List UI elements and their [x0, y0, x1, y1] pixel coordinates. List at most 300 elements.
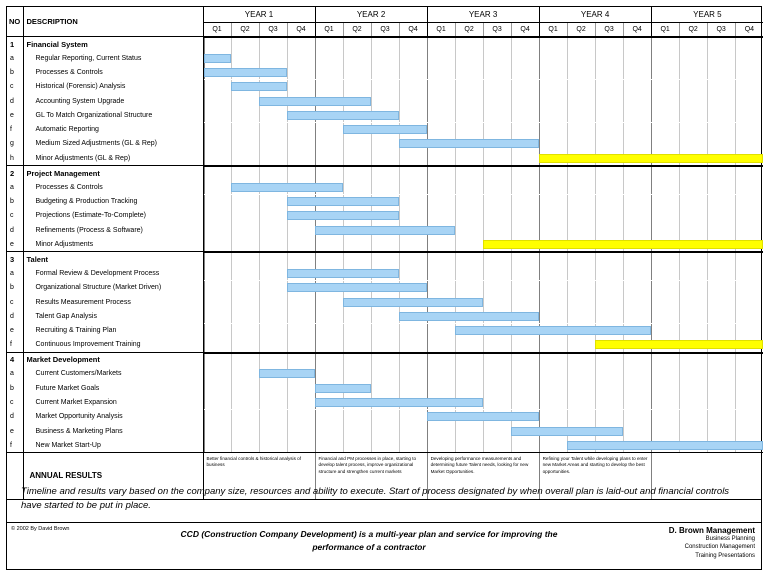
grid-cell-q6: [344, 38, 372, 52]
grid-cell-q15: [595, 410, 623, 424]
grid-cell-q15: [595, 137, 623, 151]
grid-cell-q10: [456, 223, 484, 237]
grid-cell-q20: [735, 137, 763, 151]
grid-cell-q12: [511, 195, 539, 209]
grid-cell-q18: [679, 410, 707, 424]
grid-cell-q7: [372, 223, 400, 237]
grid-cell-q2: [232, 410, 260, 424]
grid-cell-q9: [428, 281, 456, 295]
grid-cell-q19: [707, 367, 735, 381]
grid-cell-q8: [400, 223, 428, 237]
grid-cell-q8: [400, 195, 428, 209]
grid-cell-q18: [679, 123, 707, 137]
grid-cell-q8: [400, 108, 428, 122]
header-quarter-y5-q3: Q3: [707, 23, 735, 37]
grid-cell-q5: [316, 167, 344, 181]
grid-cell-q6: [344, 151, 372, 165]
grid-cell-q19: [707, 167, 735, 181]
grid-cell-q1: [204, 80, 232, 94]
grid-cell-q18: [679, 209, 707, 223]
task-number: f: [10, 341, 12, 349]
header-quarter-y1-q3: Q3: [259, 23, 287, 37]
grid-cell-q5: [316, 80, 344, 94]
grid-cell-q13: [539, 151, 567, 165]
grid-cell-q13: [539, 38, 567, 52]
grid-cell-q4: [288, 338, 316, 352]
group-number: 3: [7, 252, 23, 267]
task-row: [7, 281, 763, 295]
task-row: [7, 137, 763, 151]
grid-cell-q14: [567, 295, 595, 309]
grid-cell-q18: [679, 353, 707, 367]
grid-cell-q11: [484, 123, 512, 137]
grid-cell-q19: [707, 295, 735, 309]
grid-cell-q7: [372, 395, 400, 409]
grid-cell-q1: [204, 266, 232, 280]
grid-cell-q7: [372, 108, 400, 122]
grid-cell-q12: [511, 266, 539, 280]
timeline-cell: [203, 309, 763, 323]
grid-cell-q7: [372, 195, 400, 209]
grid-cell-q17: [651, 395, 679, 409]
grid-cell-q10: [456, 395, 484, 409]
grid-cell-q2: [232, 94, 260, 108]
group-name: Financial System: [23, 37, 203, 52]
grid-cell-q10: [456, 108, 484, 122]
grid-cell-q14: [567, 266, 595, 280]
grid-cell-q5: [316, 137, 344, 151]
grid-cell-q16: [623, 38, 651, 52]
grid-cell-q8: [400, 253, 428, 267]
grid-cell-q4: [288, 266, 316, 280]
grid-cell-q9: [428, 223, 456, 237]
timeline-cell: [203, 37, 763, 52]
grid-cell-q8: [400, 410, 428, 424]
grid-cell-q2: [232, 424, 260, 438]
grid-cell-q20: [735, 167, 763, 181]
header-quarter-y5-q1: Q1: [651, 23, 679, 37]
grid-cell-q10: [456, 367, 484, 381]
grid-cell-q15: [595, 353, 623, 367]
task-row: [7, 80, 763, 94]
grid-cell-q12: [511, 80, 539, 94]
task-number: c: [10, 212, 14, 220]
task-row: [7, 209, 763, 223]
header-quarter-y1-q2: Q2: [231, 23, 259, 37]
grid-cell-q20: [735, 367, 763, 381]
grid-cell-q7: [372, 410, 400, 424]
grid-cell-q2: [232, 266, 260, 280]
grid-cell-q2: [232, 108, 260, 122]
grid-cell-q8: [400, 338, 428, 352]
grid-cell-q18: [679, 180, 707, 194]
grid-cell-q10: [456, 237, 484, 251]
grid-cell-q18: [679, 295, 707, 309]
grid-cell-q15: [595, 309, 623, 323]
grid-cell-q19: [707, 381, 735, 395]
grid-cell-q13: [539, 295, 567, 309]
grid-cell-q3: [260, 108, 288, 122]
task-label: Budgeting & Production Tracking: [23, 194, 203, 208]
grid-cell-q19: [707, 353, 735, 367]
grid-cell-q15: [595, 223, 623, 237]
grid-cell-q17: [651, 281, 679, 295]
grid-cell-q7: [372, 65, 400, 79]
header-quarter-y3-q4: Q4: [511, 23, 539, 37]
grid-cell-q14: [567, 253, 595, 267]
grid-cell-q3: [260, 367, 288, 381]
grid-cell-q15: [595, 38, 623, 52]
grid-cell-q17: [651, 167, 679, 181]
grid-cell-q6: [344, 410, 372, 424]
grid-cell-q3: [260, 80, 288, 94]
grid-cell-q9: [428, 253, 456, 267]
header-quarter-y5-q2: Q2: [679, 23, 707, 37]
grid-cell-q2: [232, 324, 260, 338]
grid-cell-q10: [456, 338, 484, 352]
grid-cell-q18: [679, 266, 707, 280]
grid-cell-q1: [204, 94, 232, 108]
grid-cell-q12: [511, 223, 539, 237]
task-row: [7, 51, 763, 65]
grid-cell-q3: [260, 381, 288, 395]
grid-cell-q9: [428, 51, 456, 65]
task-row: [7, 223, 763, 237]
grid-cell-q20: [735, 309, 763, 323]
grid-cell-q9: [428, 309, 456, 323]
grid-cell-q2: [232, 223, 260, 237]
grid-cell-q8: [400, 266, 428, 280]
task-row: [7, 381, 763, 395]
grid-cell-q20: [735, 38, 763, 52]
grid-cell-q18: [679, 237, 707, 251]
grid-cell-q7: [372, 281, 400, 295]
grid-cell-q16: [623, 65, 651, 79]
grid-cell-q3: [260, 180, 288, 194]
grid-cell-q2: [232, 438, 260, 452]
grid-cell-q18: [679, 51, 707, 65]
grid-cell-q10: [456, 324, 484, 338]
grid-cell-q13: [539, 237, 567, 251]
grid-cell-q19: [707, 324, 735, 338]
grid-cell-q12: [511, 295, 539, 309]
grid-cell-q15: [595, 209, 623, 223]
grid-cell-q4: [288, 195, 316, 209]
task-number: d: [10, 312, 14, 320]
grid-cell-q16: [623, 395, 651, 409]
grid-cell-q3: [260, 38, 288, 52]
grid-cell-q9: [428, 195, 456, 209]
grid-cell-q16: [623, 108, 651, 122]
task-number: b: [10, 284, 14, 292]
grid-cell-q2: [232, 381, 260, 395]
timeline-cell: [203, 80, 763, 94]
grid-cell-q4: [288, 38, 316, 52]
grid-cell-q4: [288, 51, 316, 65]
group-name: Project Management: [23, 166, 203, 181]
grid-cell-q20: [735, 123, 763, 137]
grid-cell-q6: [344, 51, 372, 65]
grid-cell-q4: [288, 253, 316, 267]
task-label: Refinements (Process & Software): [23, 223, 203, 237]
task-label: Historical (Forensic) Analysis: [23, 80, 203, 94]
footer-tagline-line1: CCD (Construction Company Development) is a multi-year plan and service for improving the: [180, 528, 558, 539]
grid-cell-q14: [567, 281, 595, 295]
grid-cell-q11: [484, 209, 512, 223]
grid-cell-q10: [456, 137, 484, 151]
grid-cell-q19: [707, 65, 735, 79]
grid-cell-q17: [651, 108, 679, 122]
grid-cell-q3: [260, 65, 288, 79]
grid-cell-q15: [595, 424, 623, 438]
task-label: Formal Review & Development Process: [23, 266, 203, 280]
task-number: a: [10, 269, 14, 277]
grid-cell-q20: [735, 209, 763, 223]
grid-cell-q2: [232, 367, 260, 381]
header-quarter-y3-q3: Q3: [483, 23, 511, 37]
grid-cell-q9: [428, 38, 456, 52]
grid-cell-q18: [679, 65, 707, 79]
grid-cell-q17: [651, 65, 679, 79]
grid-cell-q14: [567, 209, 595, 223]
grid-cell-q1: [204, 151, 232, 165]
grid-cell-q7: [372, 367, 400, 381]
grid-cell-q4: [288, 180, 316, 194]
timeline-cell: [203, 194, 763, 208]
grid-cell-q19: [707, 438, 735, 452]
task-number: e: [10, 111, 14, 119]
grid-cell-q9: [428, 180, 456, 194]
grid-cell-q11: [484, 223, 512, 237]
header-quarter-y2-q4: Q4: [399, 23, 427, 37]
group-number: 1: [7, 37, 23, 52]
grid-cell-q7: [372, 438, 400, 452]
grid-cell-q5: [316, 266, 344, 280]
grid-cell-q13: [539, 338, 567, 352]
grid-cell-q11: [484, 65, 512, 79]
timeline-cell: [203, 180, 763, 194]
grid-cell-q14: [567, 180, 595, 194]
grid-cell-q12: [511, 381, 539, 395]
header-year-4: YEAR 4: [539, 7, 651, 23]
grid-cell-q1: [204, 108, 232, 122]
grid-cell-q20: [735, 281, 763, 295]
grid-cell-q13: [539, 410, 567, 424]
grid-cell-q20: [735, 108, 763, 122]
grid-cell-q7: [372, 51, 400, 65]
grid-cell-q9: [428, 167, 456, 181]
grid-cell-q14: [567, 367, 595, 381]
grid-cell-q2: [232, 180, 260, 194]
header-quarter-y4-q3: Q3: [595, 23, 623, 37]
grid-cell-q11: [484, 410, 512, 424]
task-label: Accounting System Upgrade: [23, 94, 203, 108]
grid-cell-q5: [316, 381, 344, 395]
task-label: Results Measurement Process: [23, 295, 203, 309]
grid-cell-q11: [484, 367, 512, 381]
grid-cell-q3: [260, 137, 288, 151]
grid-cell-q11: [484, 137, 512, 151]
grid-cell-q11: [484, 266, 512, 280]
task-number: f: [10, 126, 12, 134]
grid-cell-q9: [428, 209, 456, 223]
grid-cell-q17: [651, 410, 679, 424]
grid-cell-q8: [400, 123, 428, 137]
grid-cell-q14: [567, 80, 595, 94]
grid-cell-q17: [651, 223, 679, 237]
grid-cell-q13: [539, 381, 567, 395]
grid-cell-q9: [428, 137, 456, 151]
grid-cell-q7: [372, 80, 400, 94]
grid-cell-q2: [232, 209, 260, 223]
grid-cell-q2: [232, 295, 260, 309]
task-number: c: [10, 83, 14, 91]
task-row: [7, 65, 763, 79]
task-row: [7, 367, 763, 381]
grid-cell-q15: [595, 151, 623, 165]
grid-cell-q17: [651, 438, 679, 452]
task-label: Future Market Goals: [23, 381, 203, 395]
grid-cell-q17: [651, 195, 679, 209]
grid-cell-q11: [484, 151, 512, 165]
grid-cell-q4: [288, 223, 316, 237]
group-row: [7, 352, 763, 367]
grid-cell-q10: [456, 410, 484, 424]
grid-cell-q11: [484, 167, 512, 181]
grid-cell-q10: [456, 353, 484, 367]
grid-cell-q10: [456, 65, 484, 79]
grid-cell-q17: [651, 353, 679, 367]
grid-cell-q16: [623, 438, 651, 452]
header-quarter-y5-q4: Q4: [735, 23, 763, 37]
grid-cell-q9: [428, 295, 456, 309]
grid-cell-q17: [651, 309, 679, 323]
group-number: 4: [7, 352, 23, 367]
grid-cell-q9: [428, 410, 456, 424]
grid-cell-q11: [484, 94, 512, 108]
grid-cell-q19: [707, 123, 735, 137]
grid-cell-q9: [428, 424, 456, 438]
timeline-cell: [203, 338, 763, 353]
grid-cell-q9: [428, 65, 456, 79]
grid-cell-q20: [735, 295, 763, 309]
header-quarter-y4-q2: Q2: [567, 23, 595, 37]
grid-cell-q1: [204, 410, 232, 424]
grid-cell-q5: [316, 38, 344, 52]
grid-cell-q10: [456, 195, 484, 209]
task-row: [7, 424, 763, 438]
grid-cell-q15: [595, 395, 623, 409]
group-name: Market Development: [23, 352, 203, 367]
grid-cell-q14: [567, 94, 595, 108]
grid-cell-q5: [316, 195, 344, 209]
grid-cell-q2: [232, 353, 260, 367]
grid-cell-q17: [651, 137, 679, 151]
timeline-note: Timeline and results vary based on the company size, resources and ability to execute. Start of process designated by when overall plan is laid-out and financial controls have started to be put in place.: [7, 478, 761, 523]
grid-cell-q13: [539, 195, 567, 209]
grid-cell-q9: [428, 237, 456, 251]
grid-cell-q20: [735, 438, 763, 452]
grid-cell-q8: [400, 281, 428, 295]
task-number: b: [10, 198, 14, 206]
timeline-cell: [203, 94, 763, 108]
annual-note-year-1: Better financial controls & historical analysis of business: [203, 453, 315, 499]
grid-cell-q8: [400, 51, 428, 65]
grid-cell-q16: [623, 151, 651, 165]
grid-cell-q6: [344, 237, 372, 251]
grid-cell-q19: [707, 338, 735, 352]
grid-cell-q20: [735, 94, 763, 108]
grid-cell-q14: [567, 167, 595, 181]
grid-cell-q7: [372, 266, 400, 280]
grid-cell-q11: [484, 195, 512, 209]
grid-cell-q13: [539, 137, 567, 151]
grid-cell-q5: [316, 123, 344, 137]
grid-cell-q13: [539, 94, 567, 108]
grid-cell-q20: [735, 424, 763, 438]
grid-cell-q6: [344, 137, 372, 151]
grid-cell-q10: [456, 309, 484, 323]
grid-cell-q17: [651, 338, 679, 352]
grid-cell-q8: [400, 367, 428, 381]
grid-cell-q12: [511, 309, 539, 323]
grid-cell-q8: [400, 137, 428, 151]
grid-cell-q17: [651, 209, 679, 223]
grid-cell-q19: [707, 180, 735, 194]
grid-cell-q18: [679, 381, 707, 395]
grid-cell-q12: [511, 94, 539, 108]
grid-cell-q1: [204, 137, 232, 151]
grid-cell-q13: [539, 309, 567, 323]
grid-cell-q11: [484, 180, 512, 194]
task-number: c: [10, 298, 14, 306]
grid-cell-q2: [232, 65, 260, 79]
grid-cell-q18: [679, 324, 707, 338]
grid-cell-q16: [623, 209, 651, 223]
grid-cell-q16: [623, 410, 651, 424]
grid-cell-q18: [679, 94, 707, 108]
grid-cell-q17: [651, 266, 679, 280]
annual-results-label: ANNUAL RESULTS: [23, 453, 203, 499]
grid-cell-q5: [316, 353, 344, 367]
header-quarter-y3-q2: Q2: [455, 23, 483, 37]
grid-cell-q6: [344, 353, 372, 367]
grid-cell-q18: [679, 195, 707, 209]
grid-cell-q16: [623, 338, 651, 352]
grid-cell-q16: [623, 253, 651, 267]
grid-cell-q16: [623, 80, 651, 94]
grid-cell-q3: [260, 223, 288, 237]
task-number: b: [10, 68, 14, 76]
grid-cell-q2: [232, 338, 260, 352]
task-label: Processes & Controls: [23, 65, 203, 79]
grid-cell-q12: [511, 324, 539, 338]
grid-cell-q14: [567, 151, 595, 165]
header-year-3: YEAR 3: [427, 7, 539, 23]
grid-cell-q1: [204, 353, 232, 367]
grid-cell-q10: [456, 266, 484, 280]
grid-cell-q3: [260, 410, 288, 424]
grid-cell-q7: [372, 324, 400, 338]
grid-cell-q8: [400, 94, 428, 108]
grid-cell-q9: [428, 123, 456, 137]
grid-cell-q3: [260, 309, 288, 323]
header-no: NO: [7, 7, 23, 37]
task-number: c: [10, 398, 14, 406]
grid-cell-q11: [484, 237, 512, 251]
grid-cell-q1: [204, 395, 232, 409]
group-row: [7, 166, 763, 181]
